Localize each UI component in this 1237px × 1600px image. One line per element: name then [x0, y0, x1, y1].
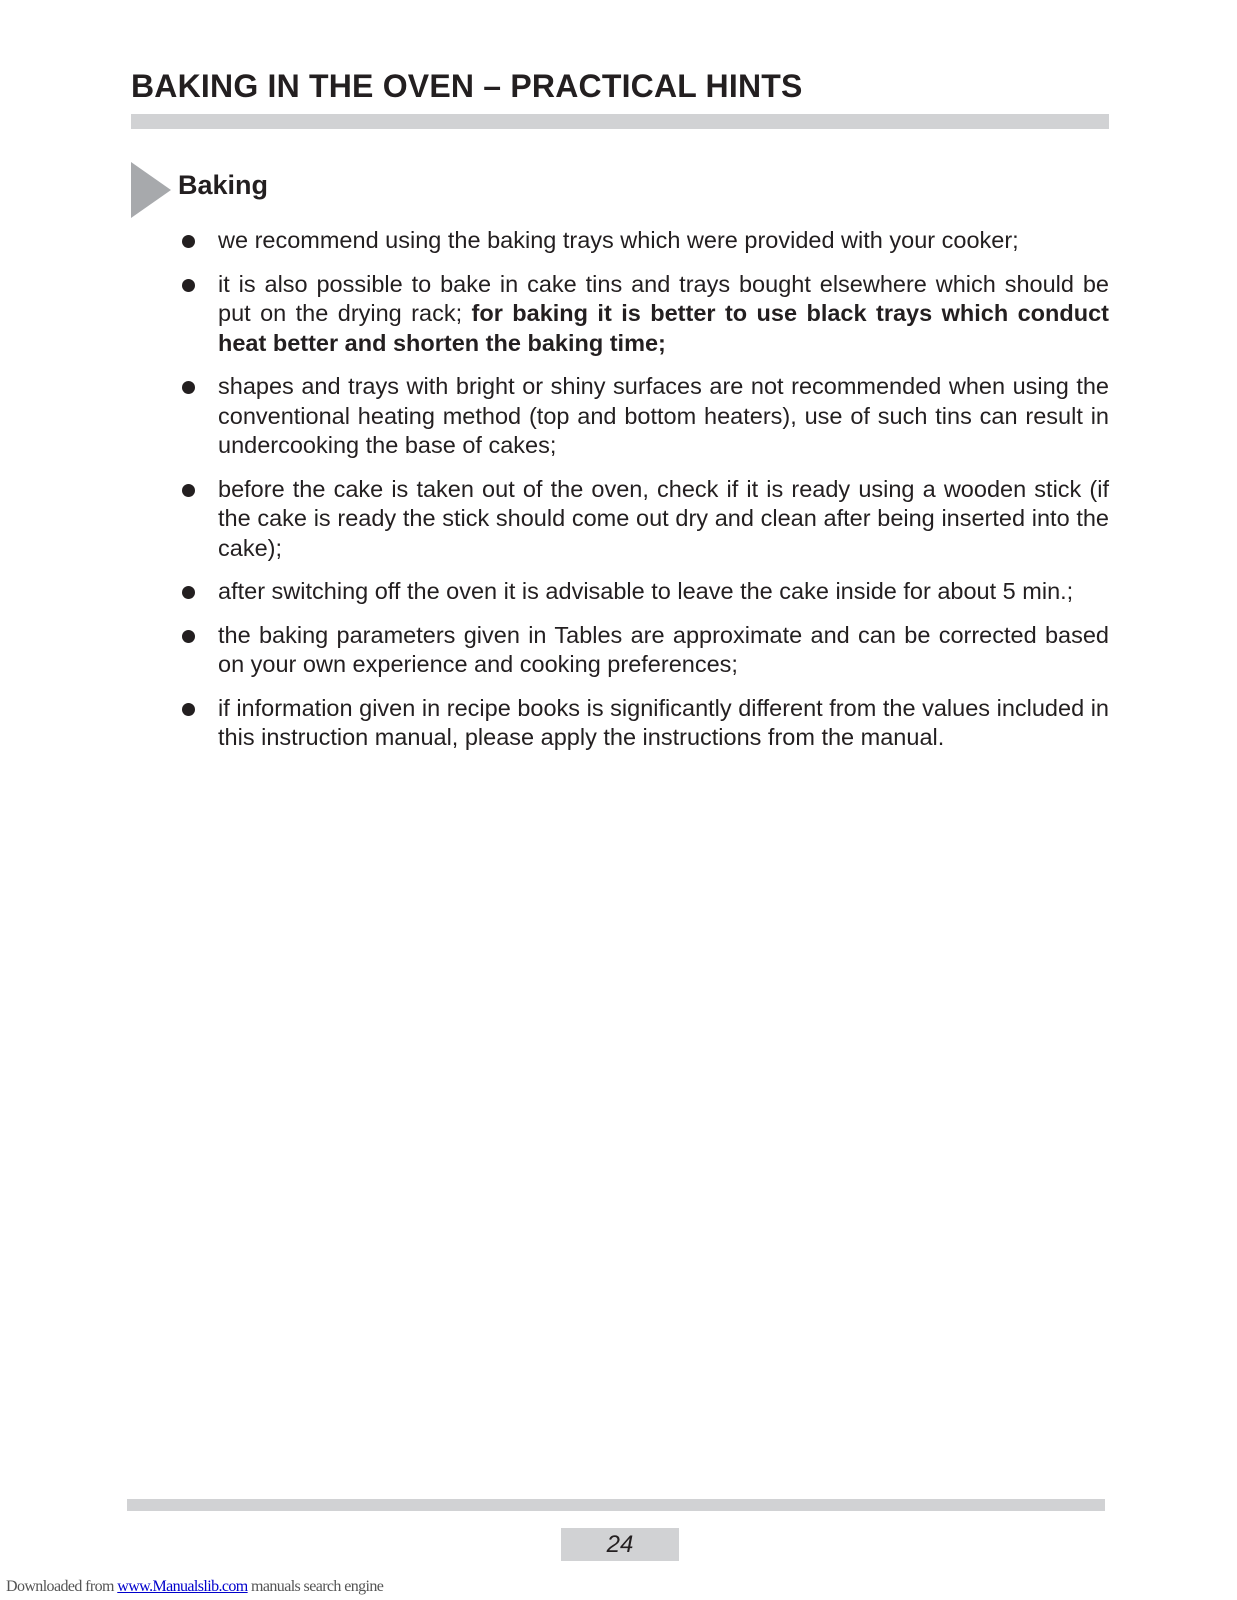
hint-text: before the cake is taken out of the oven, check if it is ready using a wooden stick (if the cake is ready the stick should come out dry and clean after being inserted into the cake);	[218, 475, 1109, 561]
hint-text: shapes and trays with bright or shiny surfaces are not recommended when using the conventional heating method (top and bottom heaters), use of such tins can result in undercooking the base of cakes;	[218, 373, 1109, 458]
section-triangle-icon	[131, 162, 171, 218]
bullet-icon	[182, 586, 195, 599]
list-item	[180, 621, 1109, 680]
hint-list	[180, 226, 1109, 767]
bullet-icon	[182, 630, 195, 643]
hint-bold-text: for baking it is better to use black trays which conduct heat better and shorten the baking time;	[218, 300, 1109, 356]
bullet-icon	[182, 381, 195, 394]
page-title: BAKING IN THE OVEN – PRACTICAL HINTS	[131, 68, 803, 104]
section-heading: Baking	[178, 170, 269, 200]
list-item	[180, 475, 1109, 564]
title-underline-bar	[131, 114, 1109, 129]
bullet-icon	[182, 703, 195, 716]
footer-divider-bar	[127, 1499, 1105, 1511]
list-item	[180, 270, 1109, 359]
footer-prefix: Downloaded from	[6, 1578, 118, 1595]
list-item	[180, 226, 1109, 256]
hint-text: we recommend using the baking trays which were provided with your cooker;	[218, 227, 1019, 253]
bullet-icon	[182, 279, 195, 292]
hint-text: after switching off the oven it is advisable to leave the cake inside for about 5 min.;	[218, 578, 1074, 604]
hint-text: if information given in recipe books is significantly different from the values included in this instruction manual, please apply the instructions from the manual.	[218, 694, 1109, 750]
hint-text: the baking parameters given in Tables are approximate and can be corrected based on your own experience and cooking preferences;	[218, 621, 1109, 677]
download-footer	[6, 1578, 383, 1596]
footer-suffix: manuals search engine	[247, 1578, 384, 1595]
list-item	[180, 577, 1109, 607]
list-item	[180, 694, 1109, 753]
bullet-icon	[182, 235, 195, 248]
bullet-icon	[182, 484, 195, 497]
manualslib-link[interactable]: www.Manualslib.com	[117, 1578, 248, 1595]
page-number: 24	[561, 1528, 679, 1561]
hint-text: it is also possible to bake in cake tins and trays bought elsewhere which should be put on the drying rack;	[218, 270, 1109, 326]
list-item	[180, 372, 1109, 461]
